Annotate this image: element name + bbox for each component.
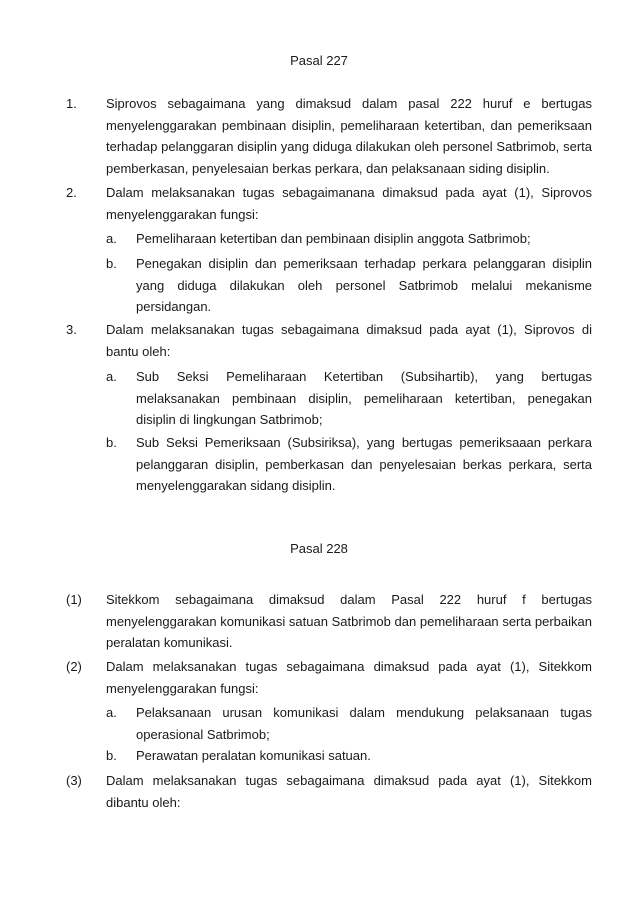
sub-item-text: Perawatan peralatan komunikasi satuan.	[136, 748, 371, 763]
sub-item-letter: b.	[106, 435, 117, 450]
item-text: Dalam melaksanakan tugas sebagaimana dimaksud pada ayat (1), Sitekkom menyelenggarakan fungsi:	[106, 659, 592, 696]
item-number: (2)	[66, 659, 82, 674]
item-number: (3)	[66, 773, 82, 788]
item-text: Sitekkom sebagaimana dimaksud dalam Pasal 222 huruf f bertugas menyelenggarakan komunikasi satuan Satbrimob dan pemeliharaan serta perbaikan peralatan komunikasi.	[106, 592, 592, 650]
item-text: Dalam melaksanakan tugas sebagaimanana dimaksud pada ayat (1), Siprovos menyelenggarakan fungsi:	[106, 185, 592, 222]
sub-item-text: Sub Seksi Pemeriksaan (Subsiriksa), yang bertugas pemeriksaaan perkara pelanggaran disiplin, pemberkasan dan penyelesaian berkas perkara, serta menyelenggarakan sidang disiplin.	[136, 435, 592, 493]
sub-item-letter: a.	[106, 231, 117, 246]
item-text: Dalam melaksanakan tugas sebagaimana dimaksud pada ayat (1), Siprovos di bantu oleh:	[106, 322, 592, 359]
item-number: 3.	[66, 322, 77, 337]
sub-item-letter: b.	[106, 256, 117, 271]
item-text: Siprovos sebagaimana yang dimaksud dalam pasal 222 huruf e bertugas menyelenggarakan pembinaan disiplin, pemeliharaan ketertiban, dan pemeriksaan terhadap pelanggaran disiplin yang diduga dilakukan oleh personel Satbrimob, serta pemberkasan, penyelesaian berkas perkara, dan pelaksanaan siding disiplin.	[106, 96, 592, 176]
sub-item-text: Sub Seksi Pemeliharaan Ketertiban (Subsihartib), yang bertugas melaksanakan pembinaan disiplin, pemeliharaan ketertiban, penegakan disiplin di lingkungan Satbrimob;	[136, 369, 592, 427]
sub-item-text: Pelaksanaan urusan komunikasi dalam mendukung pelaksanaan tugas operasional Satbrimob;	[136, 705, 592, 742]
sub-item-letter: b.	[106, 748, 117, 763]
section-title-pasal-228: Pasal 228	[290, 541, 348, 556]
item-number: (1)	[66, 592, 82, 607]
item-number: 1.	[66, 96, 77, 111]
item-number: 2.	[66, 185, 77, 200]
section-title-pasal-227: Pasal 227	[290, 53, 348, 68]
sub-item-text: Penegakan disiplin dan pemeriksaan terhadap perkara pelanggaran disiplin yang diduga dilakukan oleh personel Satbrimob melalui mekanisme persidangan.	[136, 256, 592, 314]
sub-item-letter: a.	[106, 369, 117, 384]
sub-item-letter: a.	[106, 705, 117, 720]
sub-item-text: Pemeliharaan ketertiban dan pembinaan disiplin anggota Satbrimob;	[136, 231, 531, 246]
item-text: Dalam melaksanakan tugas sebagaimana dimaksud pada ayat (1), Sitekkom dibantu oleh:	[106, 773, 592, 810]
